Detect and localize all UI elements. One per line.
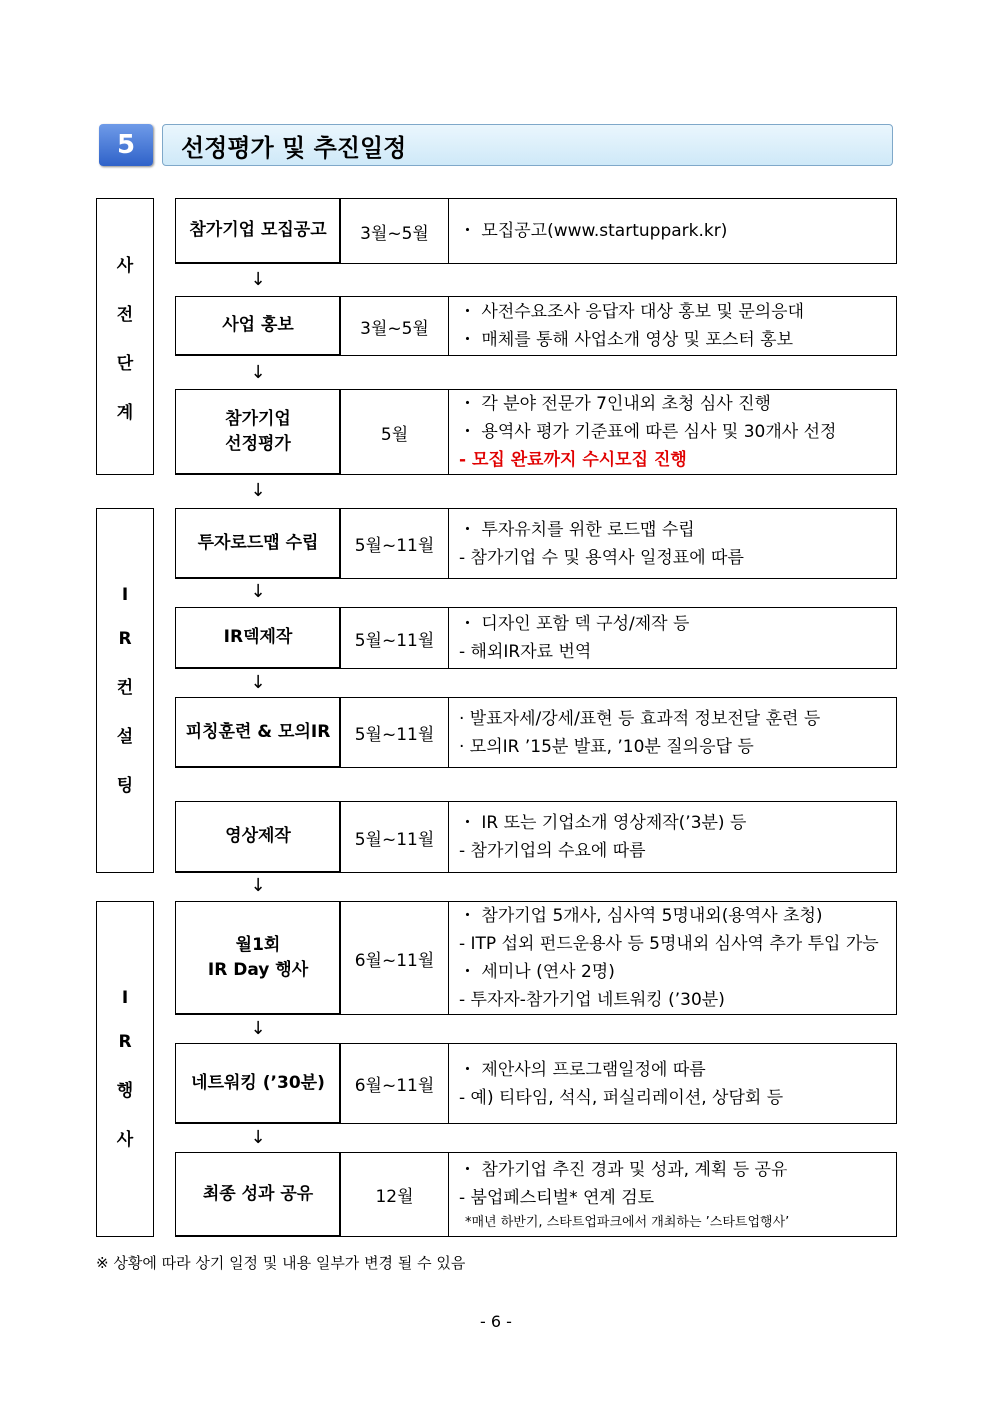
- detail-item: ・ 모집공고(www.startuppark.kr): [459, 221, 728, 241]
- down-arrow-icon: ↓: [250, 672, 266, 693]
- schedule-row: [175, 389, 897, 475]
- note: ※ 상황에 따라 상기 일정 및 내용 일부가 변경 될 수 있음: [96, 1254, 466, 1272]
- task-name: 네트워킹 (’30분): [176, 1044, 341, 1123]
- down-arrow-icon: ↓: [250, 269, 266, 290]
- detail-item: ・ 용역사 평가 기준표에 따른 심사 및 30개사 선정: [459, 422, 837, 442]
- schedule-row: [175, 198, 897, 264]
- down-arrow-icon: ↓: [250, 362, 266, 383]
- phase-label-char: I: [121, 988, 129, 1008]
- task-period: 5월~11월: [341, 509, 449, 578]
- phase-label-char: 사: [116, 255, 134, 276]
- task-details: [449, 1044, 896, 1123]
- detail-item: ・ 투자유치를 위한 로드맵 수립: [459, 519, 695, 540]
- task-period: 5월: [341, 390, 449, 474]
- detail-item: ・ 참가기업 5개사, 심사역 5명내외(용역사 초청): [459, 906, 823, 926]
- detail-item: ・ IR 또는 기업소개 영상제작(’3분) 등: [459, 813, 747, 833]
- task-name: 최종 성과 공유: [176, 1153, 341, 1236]
- task-period: 12월: [341, 1153, 449, 1236]
- detail-item: · 모의IR ’15분 발표, ’10분 질의응답 등: [459, 736, 754, 757]
- detail-item: - 해외IR자료 번역: [459, 642, 592, 662]
- task-period: 3월~5월: [341, 297, 449, 355]
- phase-label-char: 전: [116, 304, 134, 325]
- task-period: 3월~5월: [341, 199, 449, 263]
- phase-ir-consulting: [96, 508, 154, 873]
- phase-label-char: 사: [116, 1130, 134, 1150]
- task-details: [449, 608, 896, 668]
- schedule-row: [175, 296, 897, 356]
- task-name: 월1회 IR Day 행사: [176, 902, 341, 1014]
- task-details: [449, 199, 896, 263]
- phase-label-char: 설: [116, 727, 134, 747]
- task-period: 6월~11월: [341, 1044, 449, 1123]
- down-arrow-icon: ↓: [250, 1127, 266, 1148]
- phase-label-char: 컨: [116, 678, 134, 698]
- detail-item: · 발표자세/강세/표현 등 효과적 정보전달 훈련 등: [459, 708, 821, 729]
- task-name: 사업 홍보: [176, 297, 341, 355]
- task-details: [449, 902, 896, 1014]
- phase-label-char: 계: [116, 402, 134, 423]
- detail-item: ・ 매체를 통해 사업소개 영상 및 포스터 홍보: [459, 330, 794, 350]
- detail-item: - 참가기업 수 및 용역사 일정표에 따름: [459, 547, 744, 568]
- detail-item: - ITP 섭외 펀드운용사 등 5명내외 심사역 추가 투입 가능: [459, 934, 879, 954]
- down-arrow-icon: ↓: [250, 1018, 266, 1039]
- down-arrow-icon: ↓: [250, 875, 266, 896]
- task-name: IR덱제작: [176, 608, 341, 668]
- task-details: [449, 1153, 896, 1236]
- phase-pre: [96, 198, 154, 475]
- task-name: 피칭훈련 & 모의IR: [176, 698, 341, 767]
- section-title: 선정평가 및 추진일정: [162, 124, 893, 166]
- section-number: 5: [99, 124, 153, 166]
- detail-item: - 참가기업의 수요에 따름: [459, 841, 646, 861]
- phase-label-char: 단: [116, 353, 134, 374]
- detail-item: ・ 사전수요조사 응답자 대상 홍보 및 문의응대: [459, 302, 805, 322]
- schedule-row: [175, 801, 897, 873]
- schedule-row: [175, 1152, 897, 1237]
- schedule-row: [175, 697, 897, 768]
- detail-item: - 투자자-참가기업 네트워킹 (’30분): [459, 990, 725, 1010]
- task-details: [449, 509, 896, 578]
- task-name: 참가기업 모집공고: [176, 199, 341, 263]
- phase-label-char: R: [118, 1032, 132, 1052]
- task-details: [449, 390, 896, 474]
- task-name: 투자로드맵 수립: [176, 509, 341, 578]
- detail-item: ・ 디자인 포함 덱 구성/제작 등: [459, 614, 690, 634]
- task-details: [449, 698, 896, 767]
- phase-label-char: R: [118, 629, 132, 649]
- task-name: 참가기업 선정평가: [176, 390, 341, 474]
- phase-ir-event: [96, 901, 154, 1237]
- page-number: - 6 -: [480, 1312, 512, 1331]
- detail-item: ・ 각 분야 전문가 7인내외 초청 심사 진행: [459, 394, 771, 414]
- schedule-row: [175, 508, 897, 579]
- down-arrow-icon: ↓: [250, 581, 266, 602]
- detail-item: - 붐업페스티벌* 연계 검토: [459, 1187, 655, 1208]
- down-arrow-icon: ↓: [250, 480, 266, 501]
- task-details: [449, 802, 896, 872]
- detail-highlight: - 모집 완료까지 수시모집 진행: [459, 450, 687, 470]
- phase-label-char: 행: [116, 1081, 134, 1101]
- task-period: 5월~11월: [341, 608, 449, 668]
- schedule-row: [175, 607, 897, 669]
- schedule-row: [175, 901, 897, 1015]
- task-period: 5월~11월: [341, 802, 449, 872]
- task-details: [449, 297, 896, 355]
- phase-label-char: I: [121, 585, 129, 605]
- task-period: 5월~11월: [341, 698, 449, 767]
- detail-item: ・ 참가기업 추진 경과 및 성과, 계획 등 공유: [459, 1159, 788, 1180]
- detail-item: ・ 세미나 (연사 2명): [459, 962, 615, 982]
- task-name: 영상제작: [176, 802, 341, 872]
- detail-item: - 예) 티타임, 석식, 퍼실리레이션, 상담회 등: [459, 1087, 784, 1108]
- phase-label-char: 팅: [116, 776, 134, 796]
- detail-footnote: *매년 하반기, 스타트업파크에서 개최하는 ’스타트업행사’: [465, 1214, 790, 1230]
- detail-item: ・ 제안사의 프로그램일정에 따름: [459, 1059, 706, 1080]
- task-period: 6월~11월: [341, 902, 449, 1014]
- schedule-row: [175, 1043, 897, 1124]
